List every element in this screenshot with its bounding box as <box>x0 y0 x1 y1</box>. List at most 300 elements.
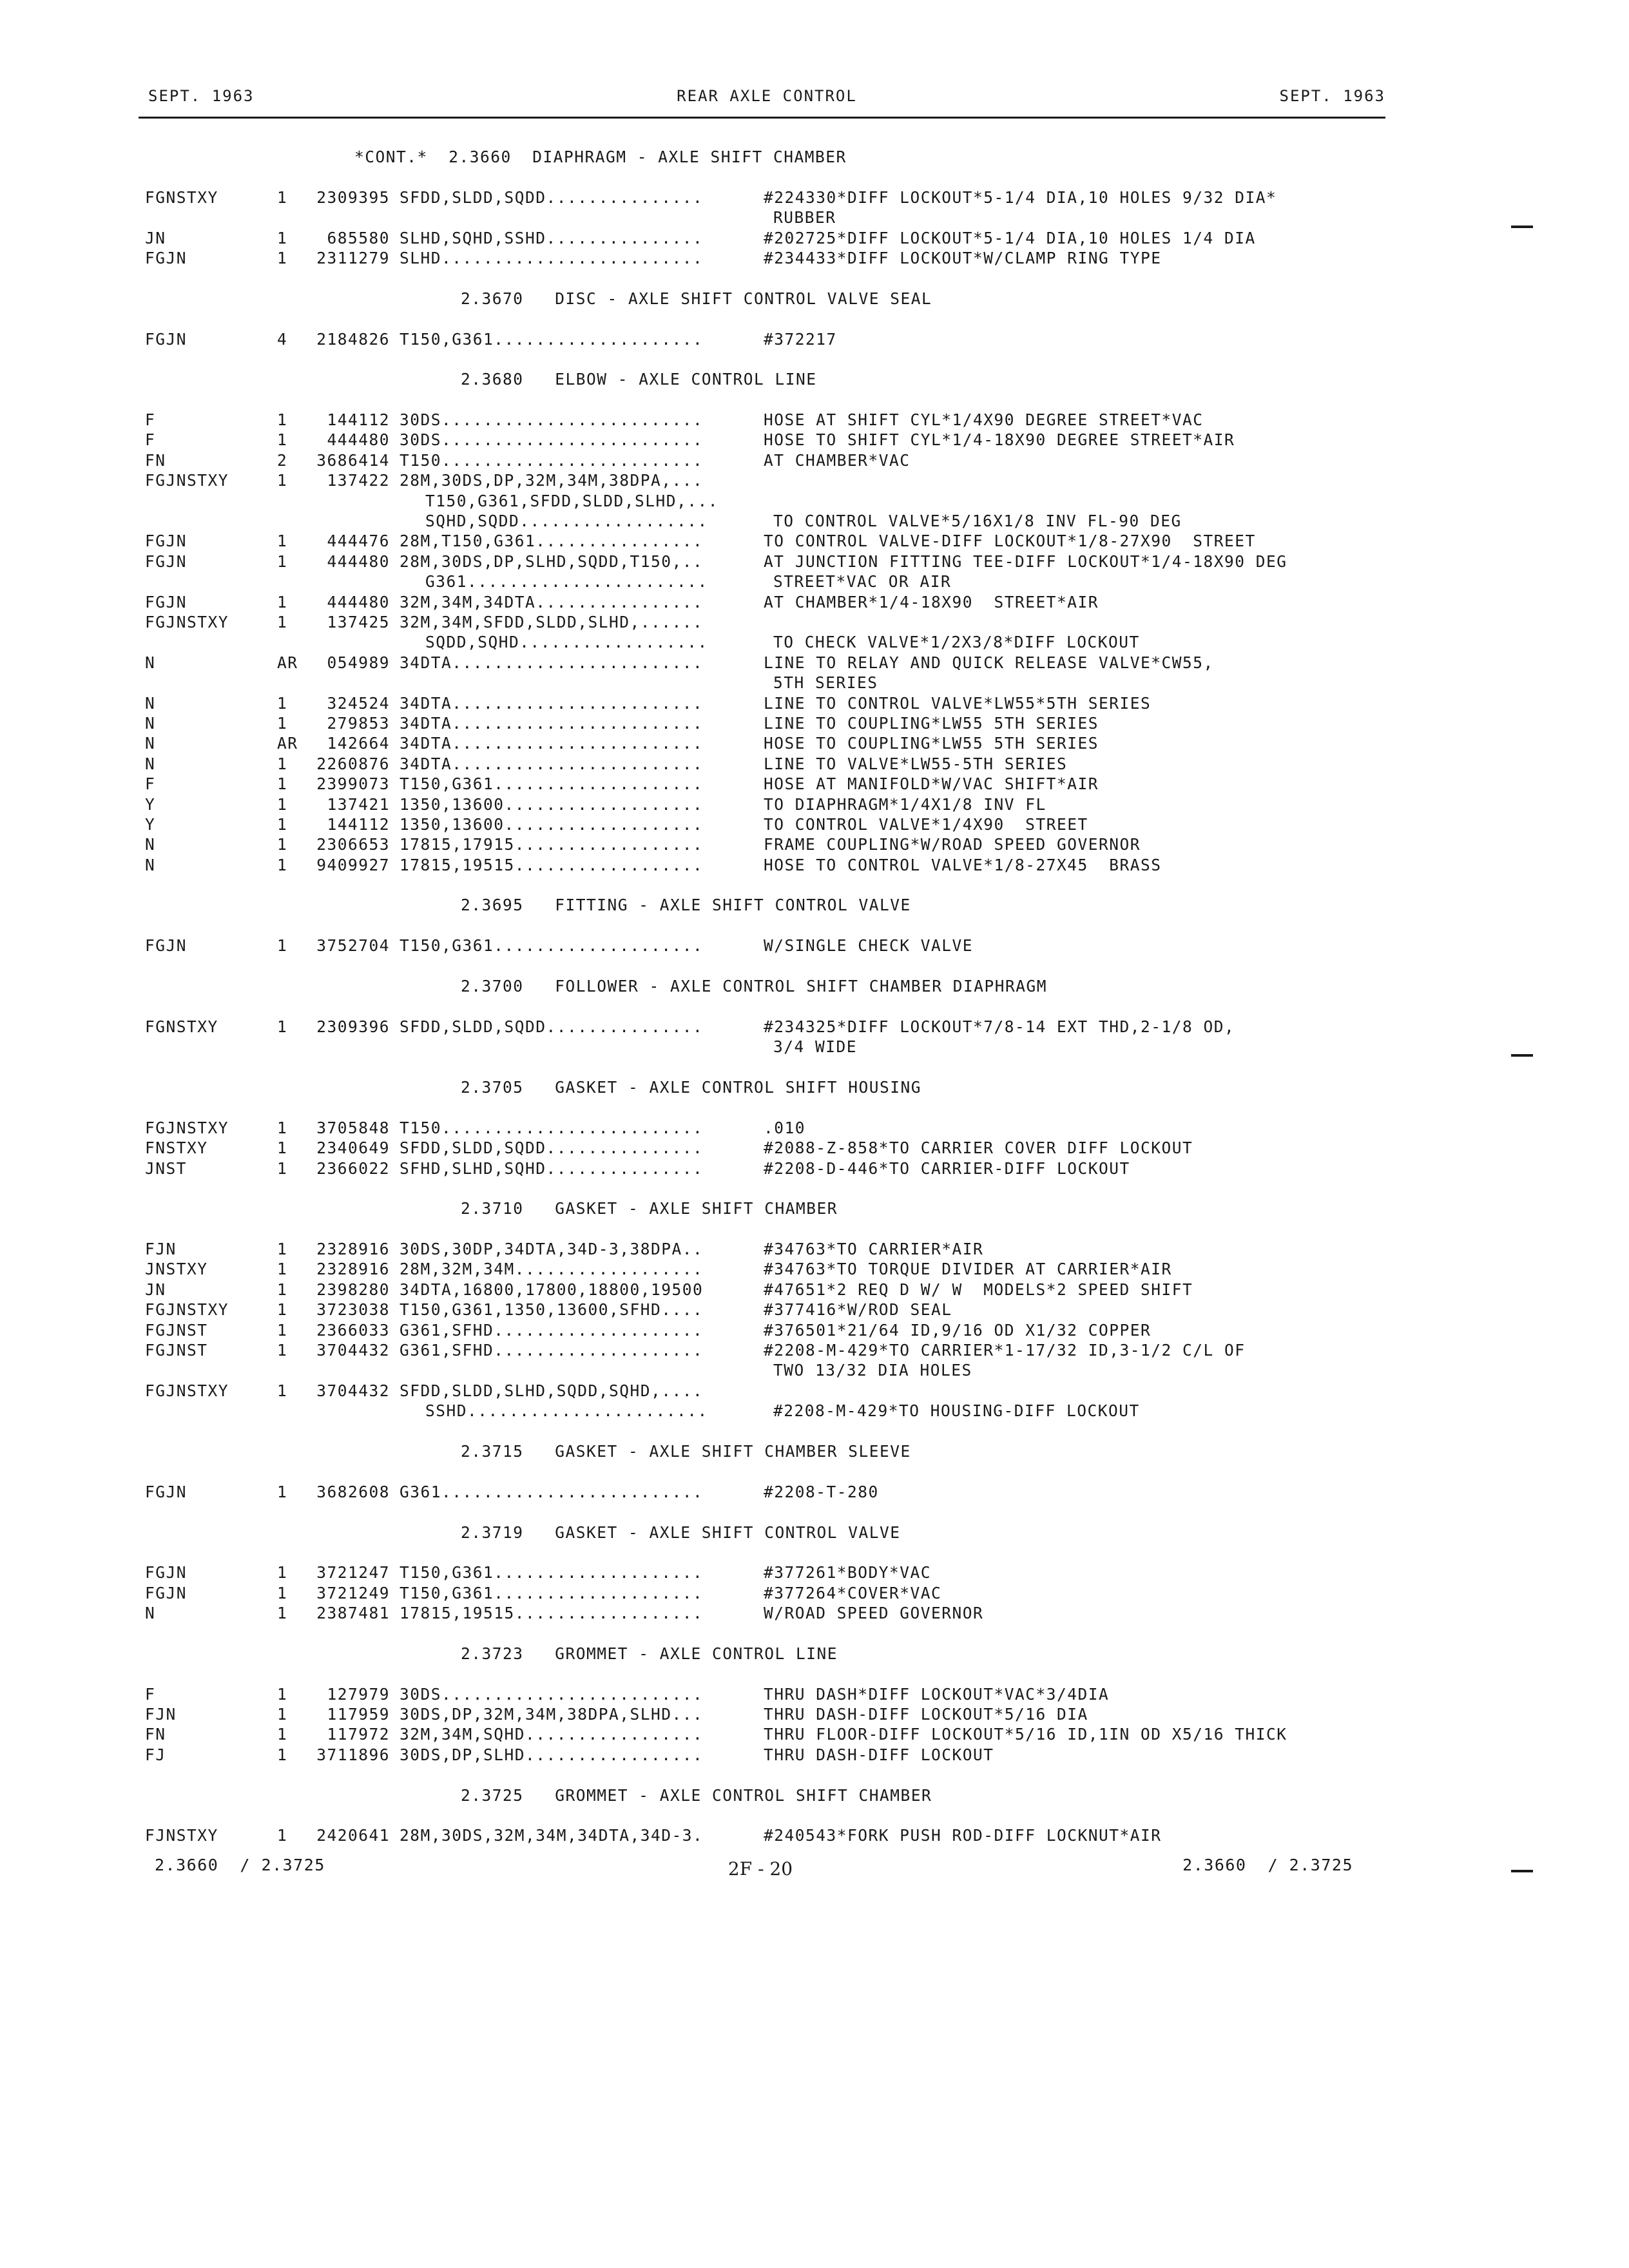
application: G361......................... <box>400 1482 704 1501</box>
part-row <box>145 430 1408 450</box>
quantity: 1 <box>277 693 288 713</box>
description: #2208-D-446*TO CARRIER-DIFF LOCKOUT <box>764 1158 1130 1178</box>
footer-range-left: 2.3660 / 2.3725 <box>155 1856 325 1874</box>
part-row <box>145 936 1408 956</box>
application: SLHD,SQHD,SSHD............... <box>400 228 704 247</box>
part-row-continuation <box>145 673 1408 693</box>
application: 28M,30DS,DP,32M,34M,38DPA,... <box>400 471 704 490</box>
description: #2208-T-280 <box>764 1482 879 1501</box>
description: #377264*COVER*VAC <box>764 1583 942 1602</box>
part-row <box>145 1825 1408 1845</box>
part-row <box>145 1340 1408 1360</box>
section-heading <box>145 1644 1408 1664</box>
description: #34763*TO CARRIER*AIR <box>764 1240 984 1259</box>
quantity: 1 <box>277 248 288 267</box>
part-row <box>145 814 1408 834</box>
spacer <box>145 1624 1408 1644</box>
model-code: FGJNSTXY <box>145 1300 229 1320</box>
quantity: 1 <box>277 410 288 430</box>
spacer <box>145 390 1408 410</box>
footer-range-right: 2.3660 / 2.3725 <box>1182 1856 1353 1874</box>
model-code: FGJNST <box>145 1320 208 1340</box>
application-continued: T150,G361,SFDD,SLDD,SLHD,... <box>425 491 719 510</box>
part-number: 3704432 <box>316 1341 390 1360</box>
application: SFDD,SLDD,SLHD,SQDD,SQHD,.... <box>400 1381 704 1400</box>
quantity: AR <box>277 734 298 753</box>
description: LINE TO COUPLING*LW55 5TH SERIES <box>764 713 1099 733</box>
part-number: 2309395 <box>316 187 390 207</box>
application: 32M,34M,SQHD................. <box>400 1725 704 1744</box>
model-code: FGJNST <box>145 1341 208 1360</box>
model-code: FJN <box>145 1705 177 1724</box>
description: W/ROAD SPEED GOVERNOR <box>764 1604 984 1623</box>
description: THRU DASH*DIFF LOCKOUT*VAC*3/4DIA <box>764 1684 1110 1704</box>
quantity: 1 <box>277 1240 288 1259</box>
part-row-continuation <box>145 1401 1408 1421</box>
quantity: 1 <box>277 713 288 733</box>
section-title: 2.3723 GROMMET - AXLE CONTROL LINE <box>461 1644 838 1663</box>
application-continued: SQHD,SQDD.................. <box>425 512 708 531</box>
part-number: 2420641 <box>316 1826 390 1845</box>
model-code: Y <box>145 794 156 814</box>
section-title: 2.3700 FOLLOWER - AXLE CONTROL SHIFT CHAMBER DIAPHRAGM <box>461 977 1048 996</box>
application: SFHD,SLHD,SQHD............... <box>400 1158 704 1178</box>
quantity: 1 <box>277 1118 288 1137</box>
page-number: 2F - 20 <box>728 1858 793 1879</box>
header-rule <box>139 117 1385 119</box>
part-number: 279853 <box>327 713 390 733</box>
part-row <box>145 612 1408 632</box>
spacer <box>145 1805 1408 1825</box>
part-row <box>145 1603 1408 1623</box>
quantity: 1 <box>277 1583 288 1602</box>
part-number: 3721249 <box>316 1583 390 1602</box>
model-code: FGJN <box>145 532 188 551</box>
quantity: 1 <box>277 592 288 611</box>
part-number: 054989 <box>327 653 390 672</box>
header-title: REAR AXLE CONTROL <box>677 87 857 105</box>
application: SFDD,SLDD,SQDD............... <box>400 1017 704 1036</box>
description: HOSE AT MANIFOLD*W/VAC SHIFT*AIR <box>764 774 1099 794</box>
section-title: 2.3715 GASKET - AXLE SHIFT CHAMBER SLEEVE <box>461 1442 911 1461</box>
section-title: 2.3725 GROMMET - AXLE CONTROL SHIFT CHAMBER <box>461 1785 932 1805</box>
description: HOSE AT SHIFT CYL*1/4X90 DEGREE STREET*VAC <box>764 410 1204 430</box>
model-code: FGJN <box>145 1563 188 1582</box>
model-code: FGJN <box>145 1482 188 1501</box>
model-code: FGJN <box>145 936 188 956</box>
section-title: *CONT.* 2.3660 DIAPHRAGM - AXLE SHIFT CHAMBER <box>354 148 847 166</box>
application: 34DTA........................ <box>400 713 704 733</box>
section-title: 2.3719 GASKET - AXLE SHIFT CONTROL VALVE <box>461 1523 901 1542</box>
quantity: 1 <box>277 936 288 956</box>
application: 1350,13600................... <box>400 814 704 834</box>
section-heading <box>145 1198 1408 1218</box>
part-number: 2387481 <box>316 1604 390 1623</box>
description: AT CHAMBER*1/4-18X90 STREET*AIR <box>764 592 1099 611</box>
section-title: 2.3680 ELBOW - AXLE CONTROL LINE <box>461 370 817 389</box>
part-row <box>145 1562 1408 1582</box>
part-row <box>145 1259 1408 1279</box>
description: #2208-M-429*TO CARRIER*1-17/32 ID,3-1/2 C/L OF <box>764 1341 1246 1360</box>
quantity: 1 <box>277 1341 288 1360</box>
application: T150,G361,1350,13600,SFHD.... <box>400 1300 704 1320</box>
part-number: 2260876 <box>316 754 390 773</box>
model-code: N <box>145 754 156 773</box>
part-number: 137421 <box>327 794 390 814</box>
spacer <box>145 349 1408 369</box>
model-code: FGJN <box>145 552 188 571</box>
part-row <box>145 1745 1408 1765</box>
spacer <box>145 1057 1408 1077</box>
part-number: 3711896 <box>316 1745 390 1764</box>
application: 34DTA........................ <box>400 653 704 672</box>
page-header <box>148 87 1385 115</box>
application: 17815,19515.................. <box>400 1604 704 1623</box>
part-row <box>145 470 1408 490</box>
section-heading <box>145 1523 1408 1542</box>
spacer <box>145 1421 1408 1441</box>
description: FRAME COUPLING*W/ROAD SPEED GOVERNOR <box>764 835 1141 854</box>
part-number: 2184826 <box>316 329 390 349</box>
description: AT JUNCTION FITTING TEE-DIFF LOCKOUT*1/4-18X90 DEG <box>764 552 1287 571</box>
application: T150,G361.................... <box>400 1583 704 1602</box>
quantity: 1 <box>277 1725 288 1744</box>
part-number: 3705848 <box>316 1118 390 1137</box>
model-code: FGJN <box>145 329 188 349</box>
part-number: 3686414 <box>316 450 390 470</box>
quantity: 1 <box>277 1017 288 1036</box>
quantity: 1 <box>277 855 288 874</box>
spacer <box>145 1664 1408 1684</box>
part-number: 117972 <box>327 1725 390 1744</box>
part-row <box>145 754 1408 774</box>
section-heading <box>145 895 1408 915</box>
model-code: FN <box>145 1725 166 1744</box>
application: 30DS,DP,SLHD................. <box>400 1745 704 1764</box>
description: TO CONTROL VALVE-DIFF LOCKOUT*1/8-27X90 STREET <box>764 532 1256 551</box>
application-continued: SSHD....................... <box>425 1401 708 1421</box>
model-code: FGJNSTXY <box>145 471 229 490</box>
model-code: JN <box>145 1280 166 1299</box>
part-row <box>145 1280 1408 1300</box>
application: T150......................... <box>400 1118 704 1137</box>
model-code: N <box>145 855 156 874</box>
model-code: F <box>145 1684 156 1704</box>
part-row <box>145 774 1408 794</box>
spacer <box>145 1461 1408 1481</box>
section-title: 2.3670 DISC - AXLE SHIFT CONTROL VALVE SEAL <box>461 289 932 308</box>
quantity: 1 <box>277 612 288 631</box>
description: #377261*BODY*VAC <box>764 1563 932 1582</box>
quantity: 1 <box>277 471 288 490</box>
part-row <box>145 592 1408 612</box>
application: 28M,32M,34M.................. <box>400 1260 704 1279</box>
quantity: 1 <box>277 774 288 794</box>
application: 28M,T150,G361................ <box>400 532 704 551</box>
part-row <box>145 1320 1408 1340</box>
quantity: 4 <box>277 329 288 349</box>
spacer <box>145 268 1408 288</box>
description: #372217 <box>764 329 837 349</box>
part-row <box>145 1381 1408 1401</box>
quantity: 1 <box>277 1705 288 1724</box>
application: T150,G361.................... <box>400 1563 704 1582</box>
quantity: 1 <box>277 814 288 834</box>
application: 30DS......................... <box>400 410 704 430</box>
part-row <box>145 1158 1408 1178</box>
description: THRU DASH-DIFF LOCKOUT*5/16 DIA <box>764 1705 1088 1724</box>
quantity: 1 <box>277 794 288 814</box>
part-row <box>145 1118 1408 1138</box>
part-number: 2366022 <box>316 1158 390 1178</box>
part-row <box>145 1724 1408 1744</box>
part-row <box>145 187 1408 207</box>
description: #224330*DIFF LOCKOUT*5-1/4 DIA,10 HOLES 9/32 DIA* <box>764 187 1277 207</box>
part-number: 2309396 <box>316 1017 390 1036</box>
spacer <box>145 1502 1408 1522</box>
description: HOSE TO COUPLING*LW55 5TH SERIES <box>764 734 1099 753</box>
application: G361,SFHD.................... <box>400 1320 704 1340</box>
model-code: F <box>145 774 156 794</box>
quantity: 1 <box>277 1139 288 1158</box>
part-number: 444480 <box>327 552 390 571</box>
model-code: JN <box>145 228 166 247</box>
part-row-continuation <box>145 572 1408 591</box>
part-number: 2328916 <box>316 1260 390 1279</box>
model-code: FGNSTXY <box>145 187 218 207</box>
section-heading <box>145 976 1408 996</box>
model-code: FJN <box>145 1240 177 1259</box>
model-code: FGJN <box>145 248 188 267</box>
spacer <box>145 875 1408 895</box>
application: T150......................... <box>400 450 704 470</box>
spacer <box>145 309 1408 329</box>
model-code: FGJN <box>145 1583 188 1602</box>
application: T150,G361.................... <box>400 936 704 956</box>
description-continued: #2208-M-429*TO HOUSING-DIFF LOCKOUT <box>773 1401 1140 1421</box>
description-continued: STREET*VAC OR AIR <box>773 572 952 591</box>
quantity: 1 <box>277 228 288 247</box>
quantity: 1 <box>277 1745 288 1764</box>
description: THRU FLOOR-DIFF LOCKOUT*5/16 ID,1IN OD X5/16 THICK <box>764 1725 1287 1744</box>
spacer <box>145 1765 1408 1785</box>
quantity: 1 <box>277 1482 288 1501</box>
part-number: 444480 <box>327 430 390 450</box>
part-number: 2398280 <box>316 1280 390 1299</box>
model-code: FGNSTXY <box>145 1017 218 1036</box>
section-heading <box>145 147 1408 167</box>
quantity: 1 <box>277 1381 288 1400</box>
application: 17815,19515.................. <box>400 855 704 874</box>
part-row-continuation <box>145 511 1408 531</box>
model-code: FNSTXY <box>145 1139 208 1158</box>
model-code: JNST <box>145 1158 188 1178</box>
description: W/SINGLE CHECK VALVE <box>764 936 974 956</box>
quantity: 1 <box>277 552 288 571</box>
part-row-continuation <box>145 1360 1408 1380</box>
part-row <box>145 1482 1408 1502</box>
application: G361,SFHD.................... <box>400 1341 704 1360</box>
spacer <box>145 956 1408 976</box>
model-code: FGJNSTXY <box>145 612 229 631</box>
part-row <box>145 733 1408 753</box>
application: 30DS,30DP,34DTA,34D-3,38DPA.. <box>400 1240 704 1259</box>
description-continued: 3/4 WIDE <box>773 1037 858 1057</box>
application: 17815,17915.................. <box>400 835 704 854</box>
model-code: FGJNSTXY <box>145 1381 229 1400</box>
description: #202725*DIFF LOCKOUT*5-1/4 DIA,10 HOLES 1/4 DIA <box>764 228 1256 247</box>
part-row <box>145 1017 1408 1037</box>
application: SLHD......................... <box>400 248 704 267</box>
part-number: 9409927 <box>316 855 390 874</box>
spacer <box>145 996 1408 1016</box>
part-row <box>145 794 1408 814</box>
part-number: 2306653 <box>316 835 390 854</box>
model-code: F <box>145 430 156 450</box>
section-title: 2.3710 GASKET - AXLE SHIFT CHAMBER <box>461 1199 838 1218</box>
part-number: 127979 <box>327 1684 390 1704</box>
description: #376501*21/64 ID,9/16 OD X1/32 COPPER <box>764 1320 1152 1340</box>
part-row <box>145 653 1408 673</box>
description: #47651*2 REQ D W/ W MODELS*2 SPEED SHIFT <box>764 1280 1193 1299</box>
part-row-continuation <box>145 491 1408 511</box>
part-number: 3723038 <box>316 1300 390 1320</box>
quantity: 1 <box>277 1826 288 1845</box>
section-heading <box>145 289 1408 309</box>
model-code: FGJNSTXY <box>145 1118 229 1137</box>
part-number: 2340649 <box>316 1139 390 1158</box>
quantity: 1 <box>277 532 288 551</box>
application: 1350,13600................... <box>400 794 704 814</box>
part-row <box>145 713 1408 733</box>
description: HOSE TO SHIFT CYL*1/4-18X90 DEGREE STREET*AIR <box>764 430 1235 450</box>
part-row <box>145 693 1408 713</box>
part-number: 137425 <box>327 612 390 631</box>
model-code: N <box>145 653 156 672</box>
part-row <box>145 228 1408 248</box>
model-code: FGJN <box>145 592 188 611</box>
part-number: 2399073 <box>316 774 390 794</box>
quantity: AR <box>277 653 298 672</box>
quantity: 1 <box>277 1260 288 1279</box>
section-heading <box>145 1077 1408 1097</box>
part-row-continuation <box>145 632 1408 652</box>
quantity: 1 <box>277 1158 288 1178</box>
quantity: 1 <box>277 1300 288 1320</box>
part-number: 444480 <box>327 592 390 611</box>
margin-mark <box>1511 226 1533 228</box>
part-number: 2328916 <box>316 1240 390 1259</box>
model-code: N <box>145 1604 156 1623</box>
model-code: F <box>145 410 156 430</box>
application-continued: G361....................... <box>425 572 708 591</box>
description: #234433*DIFF LOCKOUT*W/CLAMP RING TYPE <box>764 248 1162 267</box>
part-row <box>145 855 1408 875</box>
application: 30DS,DP,32M,34M,38DPA,SLHD... <box>400 1705 704 1724</box>
model-code: N <box>145 713 156 733</box>
parts-catalog <box>145 147 1408 1866</box>
application: SFDD,SLDD,SQDD............... <box>400 187 704 207</box>
quantity: 1 <box>277 835 288 854</box>
part-number: 142664 <box>327 734 390 753</box>
header-date-left: SEPT. 1963 <box>148 87 255 105</box>
part-number: 2366033 <box>316 1320 390 1340</box>
spacer <box>145 167 1408 187</box>
part-row <box>145 1300 1408 1320</box>
part-number: 685580 <box>327 228 390 247</box>
header-date-right: SEPT. 1963 <box>1279 87 1385 105</box>
part-row <box>145 1583 1408 1603</box>
application-continued: SQDD,SQHD.................. <box>425 633 708 652</box>
model-code: FJNSTXY <box>145 1826 218 1845</box>
application: 28M,30DS,32M,34M,34DTA,34D-3. <box>400 1826 704 1845</box>
application: T150,G361.................... <box>400 774 704 794</box>
description: LINE TO CONTROL VALVE*LW55*5TH SERIES <box>764 693 1152 713</box>
model-code: Y <box>145 814 156 834</box>
description-continued: TO CHECK VALVE*1/2X3/8*DIFF LOCKOUT <box>773 633 1140 652</box>
section-heading <box>145 1441 1408 1461</box>
quantity: 1 <box>277 754 288 773</box>
part-row <box>145 248 1408 268</box>
part-row <box>145 450 1408 470</box>
description: LINE TO RELAY AND QUICK RELEASE VALVE*CW55, <box>764 653 1214 672</box>
part-number: 3704432 <box>316 1381 390 1400</box>
part-row <box>145 1684 1408 1704</box>
margin-mark <box>1511 1054 1533 1057</box>
quantity: 1 <box>277 187 288 207</box>
part-number: 117959 <box>327 1705 390 1724</box>
quantity: 1 <box>277 1320 288 1340</box>
description-continued: TO CONTROL VALVE*5/16X1/8 INV FL-90 DEG <box>773 512 1182 531</box>
model-code: JNSTXY <box>145 1260 208 1279</box>
description: THRU DASH-DIFF LOCKOUT <box>764 1745 994 1764</box>
description: AT CHAMBER*VAC <box>764 450 911 470</box>
part-row <box>145 410 1408 430</box>
description: #34763*TO TORQUE DIVIDER AT CARRIER*AIR <box>764 1260 1172 1279</box>
part-number: 3682608 <box>316 1482 390 1501</box>
part-row-continuation <box>145 207 1408 227</box>
description-continued: 5TH SERIES <box>773 673 878 693</box>
quantity: 1 <box>277 430 288 450</box>
description: TO CONTROL VALVE*1/4X90 STREET <box>764 814 1088 834</box>
quantity: 1 <box>277 1280 288 1299</box>
description: #240543*FORK PUSH ROD-DIFF LOCKNUT*AIR <box>764 1826 1162 1845</box>
part-row <box>145 1239 1408 1259</box>
spacer <box>145 1542 1408 1562</box>
page-footer <box>155 1856 1353 1888</box>
quantity: 2 <box>277 450 288 470</box>
part-row <box>145 552 1408 572</box>
application: 34DTA........................ <box>400 734 704 753</box>
model-code: N <box>145 734 156 753</box>
part-row <box>145 1704 1408 1724</box>
part-row <box>145 329 1408 349</box>
part-number: 3721247 <box>316 1563 390 1582</box>
application: 34DTA........................ <box>400 754 704 773</box>
part-row <box>145 531 1408 551</box>
application: T150,G361.................... <box>400 329 704 349</box>
description: TO DIAPHRAGM*1/4X1/8 INV FL <box>764 794 1046 814</box>
description: #234325*DIFF LOCKOUT*7/8-14 EXT THD,2-1/8 OD, <box>764 1017 1235 1036</box>
part-number: 3752704 <box>316 936 390 956</box>
part-row-continuation <box>145 1037 1408 1057</box>
model-code: N <box>145 835 156 854</box>
part-number: 137422 <box>327 471 390 490</box>
model-code: FJ <box>145 1745 166 1764</box>
spacer <box>145 1178 1408 1198</box>
spacer <box>145 1097 1408 1117</box>
section-heading <box>145 369 1408 389</box>
